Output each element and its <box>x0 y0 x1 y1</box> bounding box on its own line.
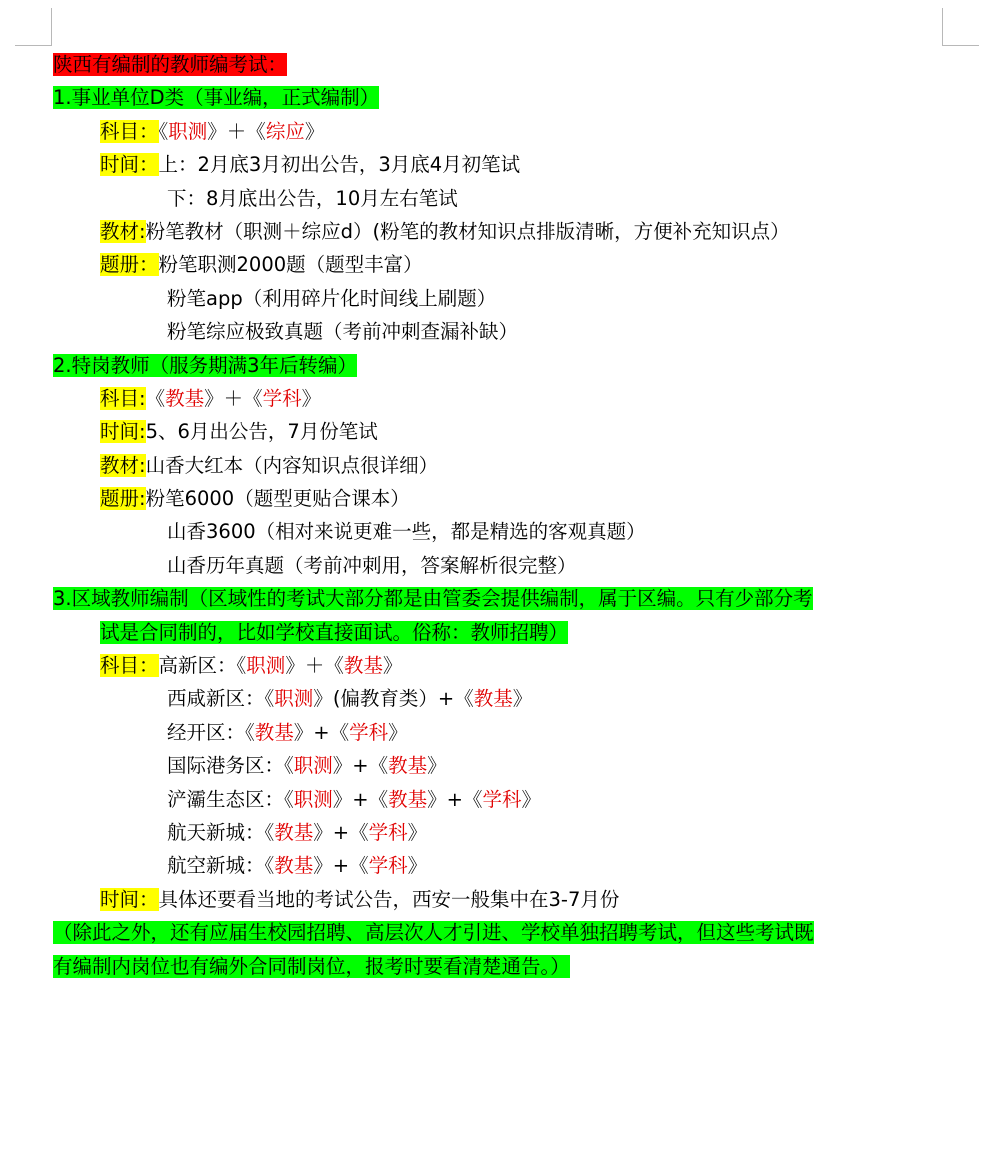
section-3-subject-line <box>53 649 943 682</box>
closing-note: （除此之外，还有应届生校园招聘、高层次人才引进、学校单独招聘考试，但这些考试既 <box>53 921 814 945</box>
question-book-text: 粉笔职测2000题（题型丰富） <box>158 253 423 277</box>
district-name: 浐灞生态区： <box>167 787 285 811</box>
crop-mark-top-left-vertical <box>51 8 52 45</box>
subject-name: 职测 <box>293 787 333 811</box>
bracket-text: 《 <box>284 754 294 778</box>
section-3-heading-line <box>53 582 943 615</box>
subject-name: 学科 <box>482 787 522 811</box>
bracket-text: 《 <box>284 787 294 811</box>
bracket-text: 》 <box>427 754 447 778</box>
question-book-text: 山香3600（相对来说更难一些，都是精选的客观真题） <box>167 520 646 544</box>
bracket-text: 《 <box>264 687 275 711</box>
question-book-label: 题册： <box>100 253 159 277</box>
bracket-text: 》 <box>304 119 325 143</box>
section-2-question-line-2 <box>53 515 943 548</box>
note-text: (偏教育类）+《 <box>332 687 474 711</box>
section-1-heading: 1.事业单位D类（事业编，正式编制） <box>53 86 380 110</box>
district-line <box>53 849 943 882</box>
bracket-text: 》+《 <box>313 854 369 878</box>
subject-name: 职测 <box>168 119 208 143</box>
subject-name: 教基 <box>388 787 428 811</box>
question-book-text: 粉笔综应极致真题（考前冲刺查漏补缺） <box>167 320 519 344</box>
material-label: 教材: <box>100 219 146 243</box>
section-2-material-line <box>53 449 943 482</box>
subject-label: 科目: <box>100 386 146 410</box>
section-1-heading-line <box>53 81 943 114</box>
bracket-text: 》+《 <box>332 787 389 811</box>
bracket-text: 》+《 <box>332 754 389 778</box>
bracket-text: 《 <box>236 654 247 678</box>
subject-name: 教基 <box>473 687 513 711</box>
section-3-heading-line-2 <box>53 616 943 649</box>
bracket-text: 》 <box>313 687 333 711</box>
bracket-text: 《 <box>158 119 169 143</box>
section-1-question-line-3 <box>53 315 943 348</box>
bracket-text: 》+《 <box>293 720 350 744</box>
subject-name: 学科 <box>349 720 389 744</box>
time-text: 5、6月出公告，7月份笔试 <box>145 420 378 444</box>
bracket-text: 《 <box>245 720 255 744</box>
district-name: 航天新城： <box>167 820 265 844</box>
closing-note-continued: 有编制内岗位也有编外合同制岗位，报考时要看清楚通告。） <box>53 954 570 978</box>
section-3-heading-continued: 试是合同制的，比如学校直接面试。俗称：教师招聘） <box>100 620 569 644</box>
subject-name: 教基 <box>274 854 314 878</box>
bracket-text: 》 <box>388 720 408 744</box>
note-line-2 <box>53 950 943 983</box>
section-1-time-line-2 <box>53 182 943 215</box>
bracket-text: 《 <box>264 854 275 878</box>
crop-mark-top-left-horizontal <box>15 45 52 46</box>
district-name: 航空新城： <box>167 854 265 878</box>
document-body <box>53 48 943 983</box>
section-1-subject-line <box>53 115 943 148</box>
time-text: 上：2月底3月初出公告，3月底4月初笔试 <box>158 153 521 177</box>
subject-label: 科目： <box>100 119 159 143</box>
subject-label: 科目： <box>100 654 159 678</box>
subject-name: 学科 <box>262 386 302 410</box>
subject-name: 教基 <box>254 720 294 744</box>
section-1-question-line <box>53 248 943 281</box>
time-text: 具体还要看当地的考试公告，西安一般集中在3-7月份 <box>158 887 620 911</box>
section-2-question-line <box>53 482 943 515</box>
bracket-text: 》+《 <box>427 787 483 811</box>
material-text: 粉笔教材（职测＋综应d）(粉笔的教材知识点排版清晰，方便补充知识点） <box>145 219 790 243</box>
crop-mark-top-right-vertical <box>942 8 943 45</box>
subject-name: 学科 <box>368 854 408 878</box>
crop-mark-top-right-horizontal <box>942 45 979 46</box>
subject-name: 职测 <box>274 687 314 711</box>
bracket-text: 》 <box>382 654 403 678</box>
title-line <box>53 48 943 81</box>
district-name: 西咸新区： <box>167 687 265 711</box>
time-label: 时间: <box>100 420 146 444</box>
section-2-heading-line <box>53 349 943 382</box>
district-name: 经开区： <box>167 720 246 744</box>
subject-name: 教基 <box>165 386 205 410</box>
subject-name: 职测 <box>246 654 286 678</box>
note-line <box>53 916 943 949</box>
section-3-heading: 3.区域教师编制（区域性的考试大部分都是由管委会提供编制，属于区编。只有少部分考 <box>53 587 813 611</box>
bracket-text: 《 <box>145 386 166 410</box>
district-name: 国际港务区： <box>167 754 285 778</box>
section-2-heading: 2.特岗教师（服务期满3年后转编） <box>53 353 358 377</box>
bracket-text: 》＋《 <box>204 386 263 410</box>
subject-name: 教基 <box>343 654 383 678</box>
time-label: 时间： <box>100 153 159 177</box>
section-2-time-line <box>53 415 943 448</box>
section-1-time-line <box>53 148 943 181</box>
question-book-text: 粉笔6000（题型更贴合课本） <box>145 487 410 511</box>
section-3-time-line <box>53 883 943 916</box>
subject-name: 教基 <box>388 754 428 778</box>
bracket-text: 》 <box>407 854 428 878</box>
district-line <box>53 783 943 816</box>
time-label: 时间： <box>100 887 159 911</box>
question-book-label: 题册: <box>100 487 146 511</box>
document-title: 陕西有编制的教师编考试： <box>53 53 288 76</box>
bracket-text: 》 <box>407 820 428 844</box>
subject-name: 学科 <box>368 820 408 844</box>
subject-name: 综应 <box>265 119 305 143</box>
bracket-text: 》 <box>512 687 533 711</box>
district-line <box>53 682 943 715</box>
material-label: 教材: <box>100 453 146 477</box>
district-name: 高新区： <box>158 654 237 678</box>
district-line <box>53 816 943 849</box>
district-line <box>53 749 943 782</box>
material-text: 山香大红本（内容知识点很详细） <box>145 453 439 477</box>
question-book-text: 粉笔app（利用碎片化时间线上刷题） <box>167 286 497 310</box>
bracket-text: 《 <box>264 820 275 844</box>
question-book-text: 山香历年真题（考前冲刺用，答案解析很完整） <box>167 553 577 577</box>
bracket-text: 》 <box>301 386 322 410</box>
section-2-subject-line <box>53 382 943 415</box>
section-1-material-line <box>53 215 943 248</box>
bracket-text: 》+《 <box>313 820 369 844</box>
subject-name: 职测 <box>293 754 333 778</box>
district-line <box>53 716 943 749</box>
bracket-text: 》＋《 <box>285 654 344 678</box>
subject-name: 教基 <box>274 820 314 844</box>
time-text: 下：8月底出公告，10月左右笔试 <box>167 186 458 210</box>
section-2-question-line-3 <box>53 549 943 582</box>
bracket-text: 》＋《 <box>207 119 266 143</box>
bracket-text: 》 <box>521 787 542 811</box>
section-1-question-line-2 <box>53 282 943 315</box>
